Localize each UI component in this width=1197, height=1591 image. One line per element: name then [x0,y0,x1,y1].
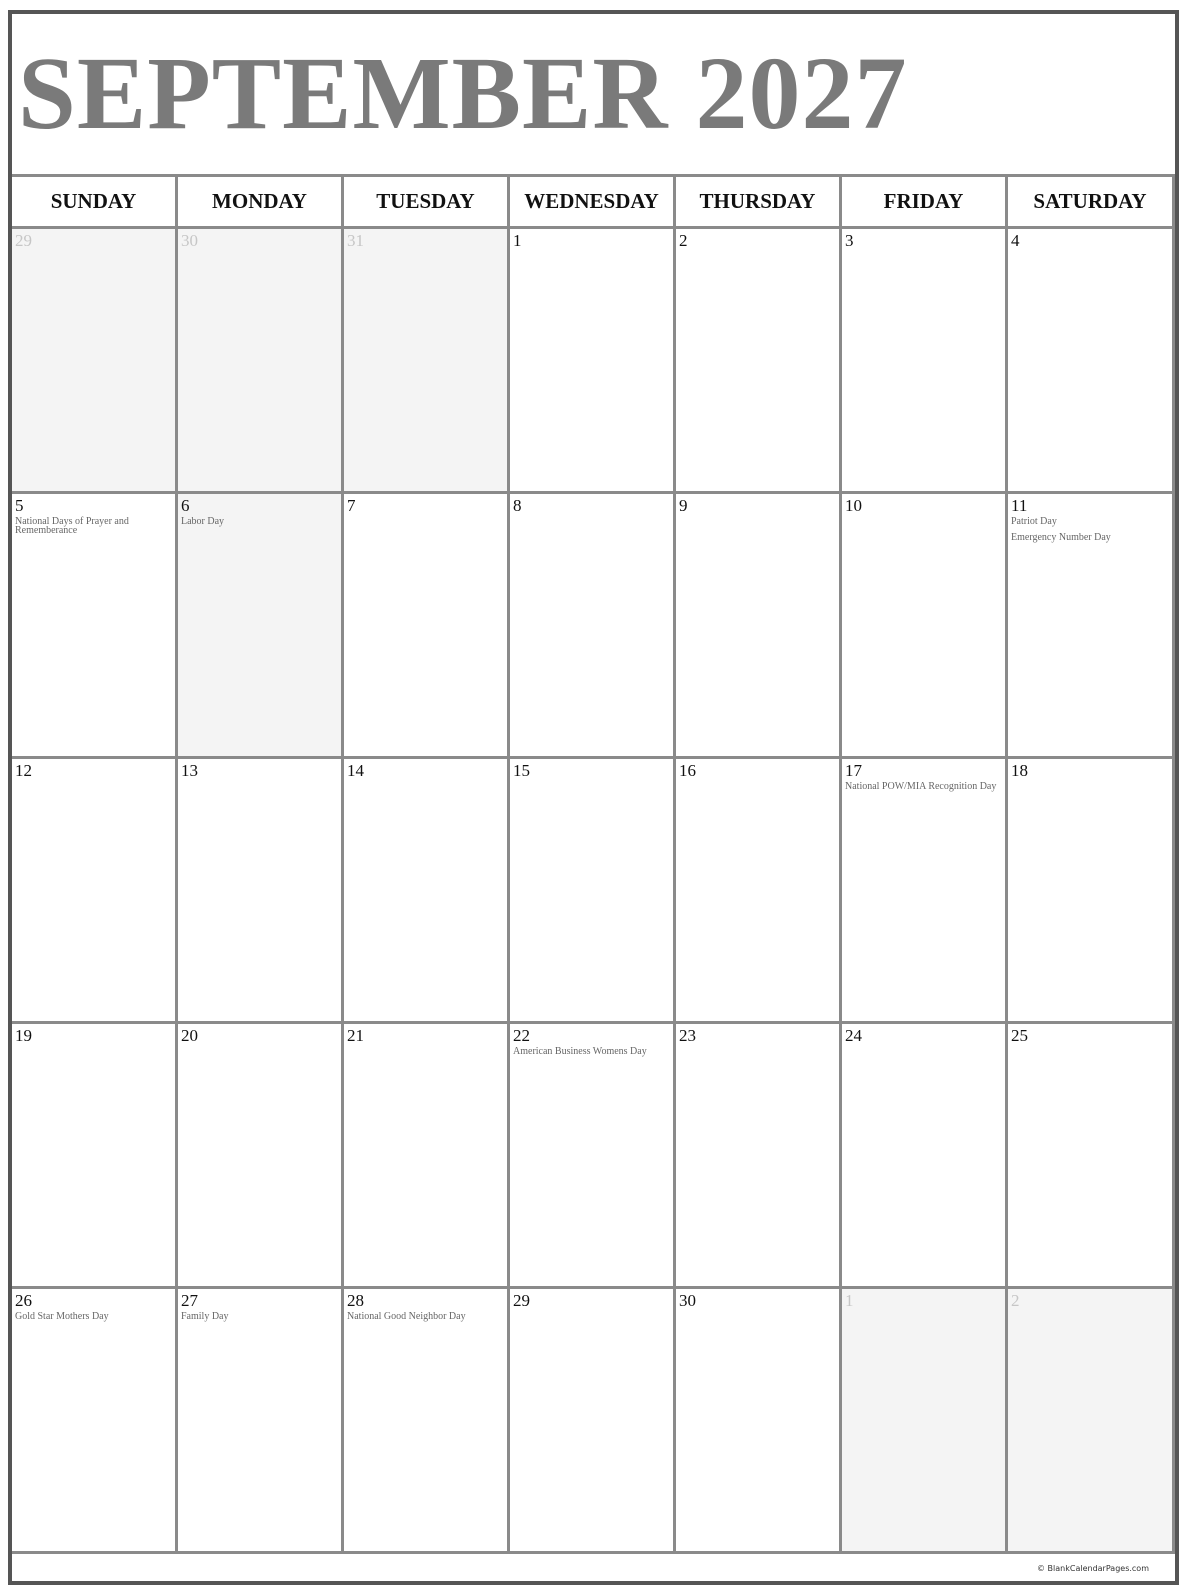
day-cell[interactable] [510,229,676,494]
holiday-label: Patriot Day [1011,516,1057,527]
holiday-label: National Good Neighbor Day [347,1311,466,1322]
day-number: 10 [845,496,862,515]
day-number: 12 [15,761,32,780]
holiday-label: Emergency Number Day [1011,532,1111,543]
day-cell[interactable] [178,759,344,1024]
holiday-label: National POW/MIA Recognition Day [845,781,997,792]
day-number: 21 [347,1026,364,1045]
day-number: 15 [513,761,530,780]
day-cell[interactable] [12,494,178,759]
day-number: 22 [513,1026,530,1045]
calendar-grid [12,174,1175,1554]
day-cell[interactable] [842,1024,1008,1289]
day-cell[interactable] [344,494,510,759]
day-number: 5 [15,496,24,515]
day-number: 25 [1011,1026,1028,1045]
day-cell[interactable] [12,1024,178,1289]
month-title: SEPTEMBER 2027 [18,36,908,151]
day-number: 18 [1011,761,1028,780]
day-number: 11 [1011,496,1028,515]
weekday-header-row [12,177,1175,229]
day-number: 29 [513,1291,530,1310]
day-cell[interactable] [1008,494,1175,759]
day-cell[interactable] [842,759,1008,1024]
day-cell[interactable] [178,1024,344,1289]
week-row [12,494,1175,759]
holiday-label: Labor Day [181,516,225,527]
day-number: 2 [679,231,688,250]
day-cell[interactable] [676,1289,842,1554]
day-cell[interactable] [344,1024,510,1289]
day-cell-other-month[interactable] [344,229,510,494]
weekday-header-saturday: SATURDAY [1008,177,1175,229]
day-cell[interactable] [344,1289,510,1554]
calendar-page [8,10,1179,1585]
weekday-header-wednesday: WEDNESDAY [510,177,676,229]
day-cell-other-month[interactable] [178,229,344,494]
week-row [12,759,1175,1024]
day-number: 19 [15,1026,32,1045]
weekday-header-tuesday: TUESDAY [344,177,510,229]
weekday-header-thursday: THURSDAY [676,177,842,229]
credit-text: © BlankCalendarPages.com [1037,1564,1149,1573]
week-row [12,1024,1175,1289]
day-number: 8 [513,496,522,515]
day-cell-other-month[interactable] [842,1289,1008,1554]
day-cell[interactable] [510,1289,676,1554]
holiday-label: American Business Womens Day [513,1046,647,1057]
day-number: 29 [15,231,32,250]
day-cell-other-month[interactable] [1008,1289,1175,1554]
day-cell[interactable] [676,1024,842,1289]
day-number: 24 [845,1026,862,1045]
day-number: 30 [679,1291,696,1310]
weekday-header-sunday: SUNDAY [12,177,178,229]
day-number: 6 [181,496,190,515]
day-cell-other-month[interactable] [12,229,178,494]
day-cell[interactable] [1008,1024,1175,1289]
day-number: 31 [347,231,364,250]
day-number: 7 [347,496,356,515]
day-cell[interactable] [842,494,1008,759]
day-cell[interactable] [1008,229,1175,494]
day-number: 14 [347,761,364,780]
day-cell[interactable] [178,494,344,759]
day-number: 26 [15,1291,32,1310]
day-number: 1 [845,1291,854,1310]
day-number: 30 [181,231,198,250]
day-number: 23 [679,1026,696,1045]
weekday-header-monday: MONDAY [178,177,344,229]
day-cell[interactable] [510,1024,676,1289]
holiday-label: Gold Star Mothers Day [15,1311,109,1322]
day-cell[interactable] [12,1289,178,1554]
day-cell[interactable] [676,759,842,1024]
week-row [12,229,1175,494]
week-row [12,1289,1175,1554]
day-cell[interactable] [178,1289,344,1554]
day-cell[interactable] [510,759,676,1024]
day-number: 16 [679,761,696,780]
day-cell[interactable] [676,494,842,759]
day-number: 3 [845,231,854,250]
day-number: 9 [679,496,688,515]
day-number: 1 [513,231,522,250]
day-number: 20 [181,1026,198,1045]
day-cell[interactable] [676,229,842,494]
day-cell[interactable] [12,759,178,1024]
day-number: 2 [1011,1291,1020,1310]
holiday-label: Family Day [181,1311,229,1322]
day-number: 28 [347,1291,364,1310]
day-cell[interactable] [842,229,1008,494]
weekday-header-friday: FRIDAY [842,177,1008,229]
day-number: 13 [181,761,198,780]
day-cell[interactable] [344,759,510,1024]
day-number: 4 [1011,231,1020,250]
day-number: 17 [845,761,862,780]
day-number: 27 [181,1291,198,1310]
day-cell[interactable] [510,494,676,759]
holiday-label: National Days of Prayer and Rememberance [15,516,129,536]
weeks-container [12,229,1175,1554]
day-cell[interactable] [1008,759,1175,1024]
